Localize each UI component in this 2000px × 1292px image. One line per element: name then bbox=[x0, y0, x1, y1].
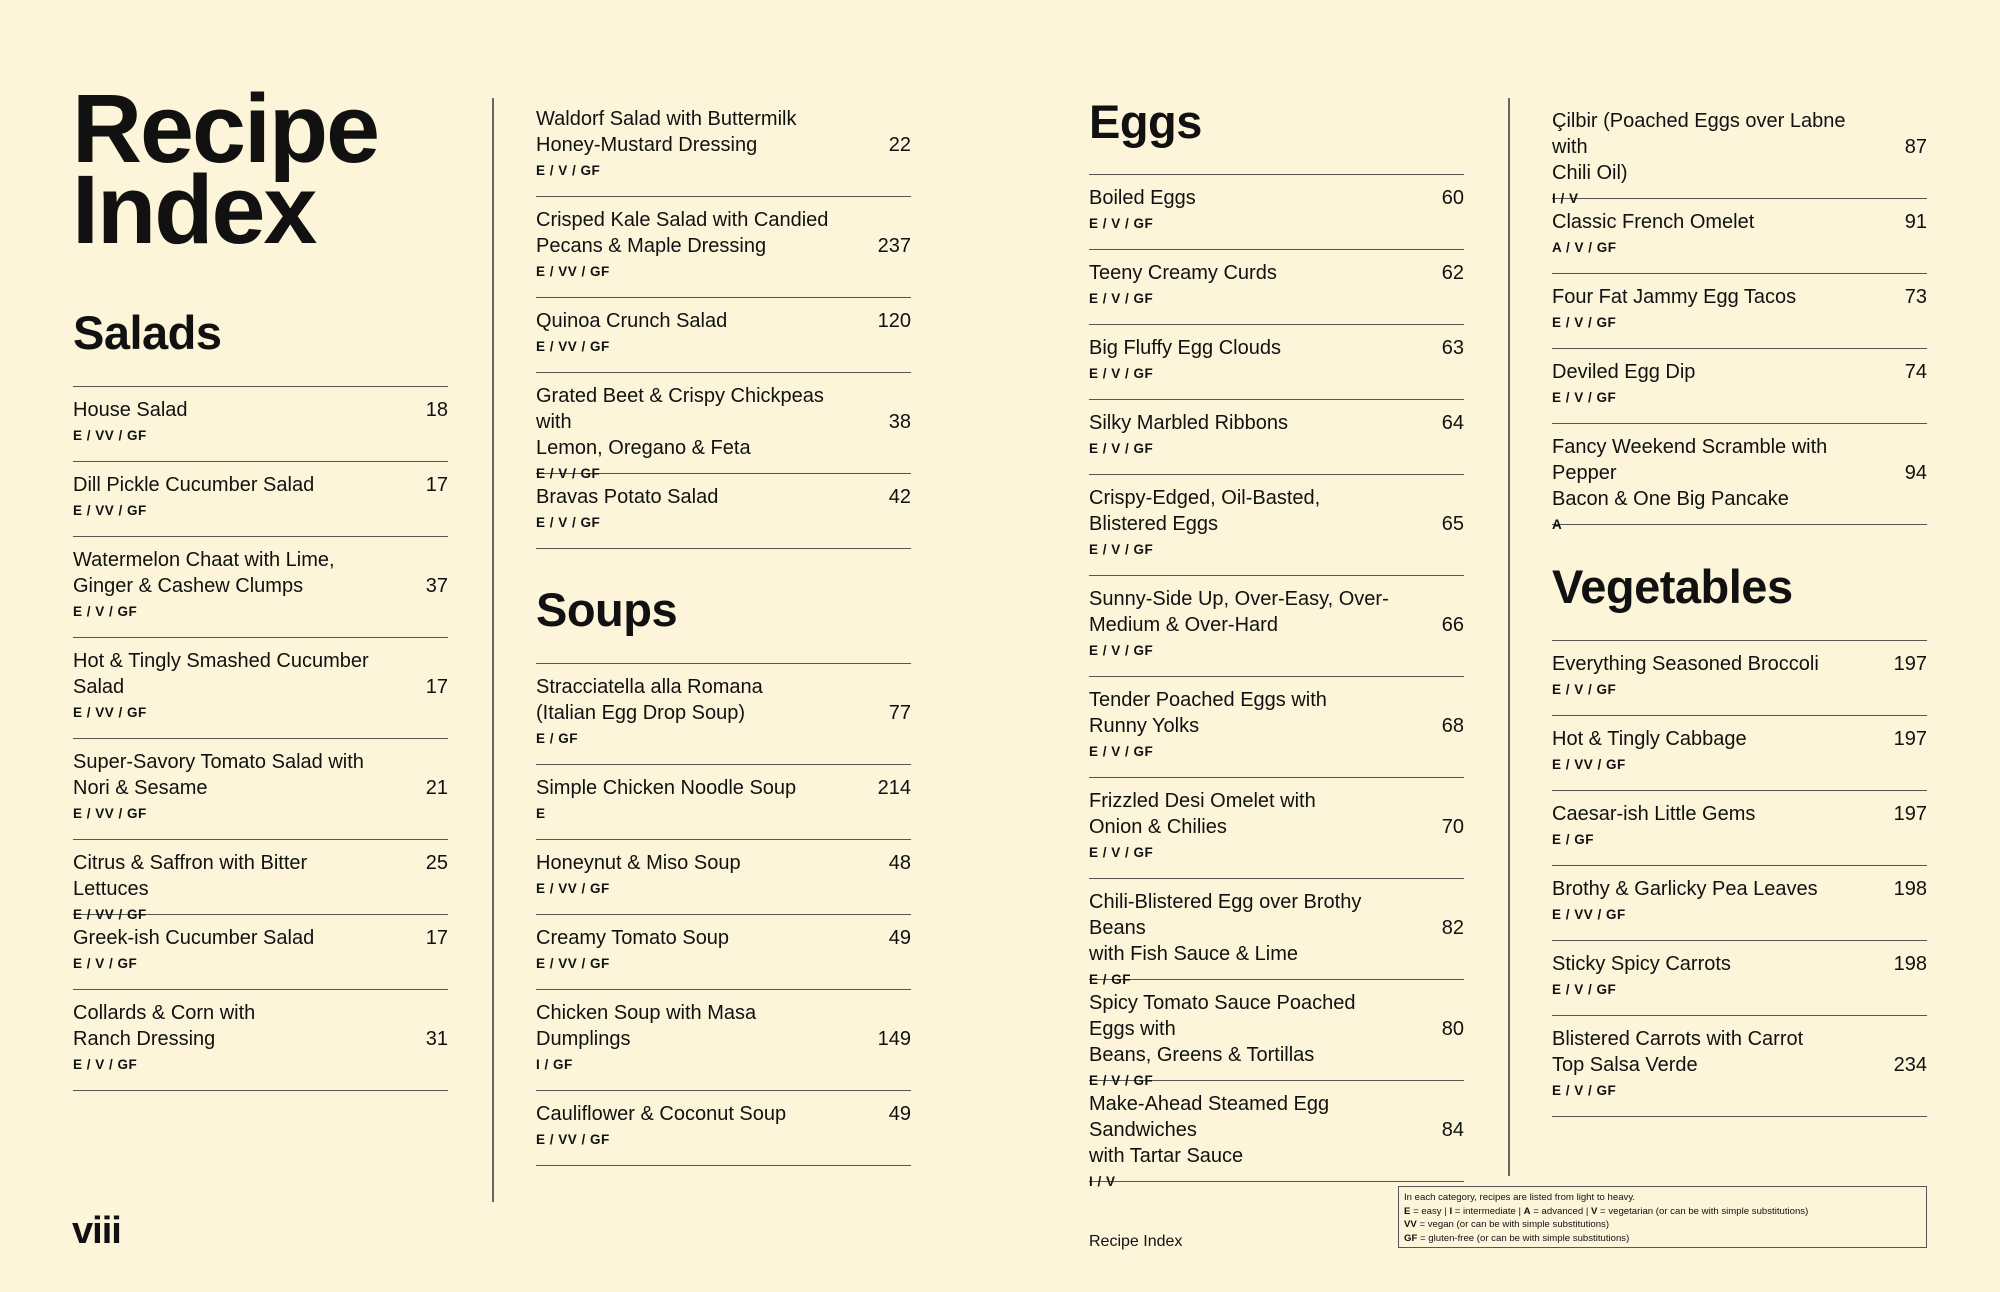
recipe-tags: E / VV / GF bbox=[536, 956, 610, 971]
recipe-page-number: 48 bbox=[888, 852, 911, 874]
recipe-tags: E bbox=[536, 806, 546, 821]
recipe-entry bbox=[1089, 325, 1464, 400]
recipe-name: Four Fat Jammy Egg Tacos bbox=[1552, 286, 1797, 308]
section-title-eggs: Eggs bbox=[1089, 95, 1202, 148]
recipe-tags: E / VV / GF bbox=[1552, 757, 1626, 772]
recipe-tags: E / GF bbox=[1089, 972, 1132, 987]
recipe-entry bbox=[73, 462, 448, 537]
recipe-entry bbox=[73, 990, 448, 1091]
recipe-name: Citrus & Saffron with Bitter Lettuces bbox=[73, 852, 308, 900]
recipe-name: Everything Seasoned Broccoli bbox=[1552, 653, 1819, 675]
recipe-name: Greek-ish Cucumber Salad bbox=[73, 927, 315, 949]
recipe-entry bbox=[1089, 576, 1464, 677]
recipe-page-number: 91 bbox=[1904, 211, 1927, 233]
recipe-name: Super-Savory Tomato Salad with Nori & Sesame bbox=[73, 751, 364, 799]
recipe-entry bbox=[1552, 199, 1927, 274]
recipe-page-number: 62 bbox=[1441, 262, 1464, 284]
recipe-entry bbox=[1089, 400, 1464, 475]
recipe-entry bbox=[73, 537, 448, 638]
recipe-tags: E / V / GF bbox=[1089, 542, 1154, 557]
recipe-page-number: 82 bbox=[1441, 917, 1464, 939]
title-line-1: Recipe bbox=[72, 74, 379, 183]
legend-box bbox=[1398, 1186, 1927, 1248]
recipe-page-number: 149 bbox=[877, 1028, 911, 1050]
recipe-name: Crisped Kale Salad with Candied Pecans & Maple Dressing bbox=[536, 209, 829, 257]
section-title-salads: Salads bbox=[73, 306, 222, 359]
recipe-name: Quinoa Crunch Salad bbox=[536, 310, 728, 332]
recipe-page-number: 120 bbox=[877, 310, 911, 332]
recipe-page-number: 63 bbox=[1441, 337, 1464, 359]
recipe-name: Classic French Omelet bbox=[1552, 211, 1755, 233]
recipe-page-number: 64 bbox=[1441, 412, 1464, 434]
recipe-tags: E / VV / GF bbox=[536, 1132, 610, 1147]
recipe-page-number: 22 bbox=[888, 134, 911, 156]
recipe-tags: I / V bbox=[1089, 1174, 1116, 1189]
recipe-name: Frizzled Desi Omelet with Onion & Chilies bbox=[1089, 790, 1316, 838]
recipe-name: Make-Ahead Steamed Egg Sandwiches with Tartar Sauce bbox=[1089, 1093, 1330, 1167]
recipe-tags: E / V / GF bbox=[1089, 845, 1154, 860]
recipe-page-number: 77 bbox=[888, 702, 911, 724]
recipe-name: Crispy-Edged, Oil-Basted, Blistered Eggs bbox=[1089, 487, 1321, 535]
recipe-name: Sunny-Side Up, Over-Easy, Over- Medium & Over-Hard bbox=[1089, 588, 1389, 636]
recipe-page-number: 65 bbox=[1441, 513, 1464, 535]
recipe-name: Stracciatella alla Romana (Italian Egg Drop Soup) bbox=[536, 676, 763, 724]
recipe-entry bbox=[73, 915, 448, 990]
salads-list bbox=[73, 386, 448, 1091]
recipe-page-number: 66 bbox=[1441, 614, 1464, 636]
recipe-name: Watermelon Chaat with Lime, Ginger & Cashew Clumps bbox=[73, 549, 335, 597]
page-number: viii bbox=[72, 1210, 121, 1252]
recipe-entry bbox=[536, 765, 911, 840]
recipe-tags: E / VV / GF bbox=[73, 806, 147, 821]
recipe-tags: E / V / GF bbox=[1089, 366, 1154, 381]
vegetables-list bbox=[1552, 640, 1927, 1117]
recipe-name: Waldorf Salad with Buttermilk Honey-Mustard Dressing bbox=[536, 108, 797, 156]
recipe-entry bbox=[1552, 1016, 1927, 1117]
recipe-tags: E / V / GF bbox=[1552, 390, 1617, 405]
recipe-page-number: 80 bbox=[1441, 1018, 1464, 1040]
recipe-tags: A bbox=[1552, 517, 1563, 532]
recipe-tags: E / V / GF bbox=[1552, 315, 1617, 330]
recipe-name: Hot & Tingly Smashed Cucumber Salad bbox=[73, 650, 369, 698]
recipe-entry bbox=[536, 298, 911, 373]
recipe-page-number: 94 bbox=[1904, 462, 1927, 484]
recipe-name: Çilbir (Poached Eggs over Labne with Chili Oil) bbox=[1552, 110, 1846, 184]
recipe-tags: E / V / GF bbox=[1089, 1073, 1154, 1088]
recipe-tags: E / VV / GF bbox=[1552, 907, 1626, 922]
salads-list-continued bbox=[536, 96, 911, 549]
recipe-tags: I / GF bbox=[536, 1057, 573, 1072]
recipe-tags: E / V / GF bbox=[1089, 744, 1154, 759]
recipe-tags: E / VV / GF bbox=[536, 264, 610, 279]
recipe-page-number: 21 bbox=[425, 777, 448, 799]
recipe-page-number: 60 bbox=[1441, 187, 1464, 209]
recipe-tags: E / V / GF bbox=[1089, 216, 1154, 231]
recipe-tags: E / VV / GF bbox=[536, 339, 610, 354]
recipe-page-number: 68 bbox=[1441, 715, 1464, 737]
recipe-page-number: 70 bbox=[1441, 816, 1464, 838]
recipe-tags: A / V / GF bbox=[1552, 240, 1617, 255]
column-4 bbox=[1552, 98, 1927, 1117]
recipe-tags: E / V / GF bbox=[1089, 441, 1154, 456]
recipe-tags: E / VV / GF bbox=[73, 907, 147, 922]
recipe-page-number: 49 bbox=[888, 1103, 911, 1125]
recipe-entry bbox=[1089, 475, 1464, 576]
recipe-page-number: 234 bbox=[1893, 1054, 1927, 1076]
recipe-page-number: 25 bbox=[425, 852, 448, 874]
recipe-name: Silky Marbled Ribbons bbox=[1089, 412, 1288, 434]
recipe-entry bbox=[1089, 980, 1464, 1088]
recipe-name: Simple Chicken Noodle Soup bbox=[536, 777, 797, 799]
recipe-tags: E / VV / GF bbox=[73, 503, 147, 518]
recipe-name: Blistered Carrots with Carrot Top Salsa Verde bbox=[1552, 1028, 1804, 1076]
recipe-name: Brothy & Garlicky Pea Leaves bbox=[1552, 878, 1818, 900]
column-3 bbox=[1089, 94, 1464, 1189]
recipe-tags: E / V / GF bbox=[73, 1057, 138, 1072]
recipe-entry bbox=[1552, 349, 1927, 424]
recipe-entry bbox=[73, 739, 448, 840]
recipe-tags: E / VV / GF bbox=[73, 428, 147, 443]
recipe-entry bbox=[1552, 641, 1927, 716]
recipe-name: Chicken Soup with Masa Dumplings bbox=[536, 1002, 757, 1050]
recipe-tags: E / V / GF bbox=[1089, 291, 1154, 306]
section-title-soups: Soups bbox=[536, 583, 678, 636]
recipe-tags: E / V / GF bbox=[1552, 982, 1617, 997]
recipe-page-number: 84 bbox=[1441, 1119, 1464, 1141]
recipe-entry bbox=[536, 990, 911, 1091]
recipe-entry bbox=[1089, 677, 1464, 778]
recipe-name: Cauliflower & Coconut Soup bbox=[536, 1103, 787, 1125]
recipe-tags: E / V / GF bbox=[1089, 643, 1154, 658]
soups-list bbox=[536, 663, 911, 1166]
recipe-page-number: 237 bbox=[877, 235, 911, 257]
recipe-entry bbox=[536, 96, 911, 197]
recipe-page-number: 74 bbox=[1904, 361, 1927, 383]
recipe-name: Tender Poached Eggs with Runny Yolks bbox=[1089, 689, 1327, 737]
recipe-name: Dill Pickle Cucumber Salad bbox=[73, 474, 315, 496]
legend-intro: In each category, recipes are listed from light to heavy. bbox=[1404, 1192, 1636, 1203]
recipe-page-number: 198 bbox=[1893, 878, 1927, 900]
recipe-name: Sticky Spicy Carrots bbox=[1552, 953, 1731, 975]
recipe-name: Chili-Blistered Egg over Brothy Beans with Fish Sauce & Lime bbox=[1089, 891, 1362, 965]
recipe-name: Honeynut & Miso Soup bbox=[536, 852, 741, 874]
recipe-name: Caesar-ish Little Gems bbox=[1552, 803, 1756, 825]
recipe-page-number: 31 bbox=[425, 1028, 448, 1050]
recipe-name: Hot & Tingly Cabbage bbox=[1552, 728, 1747, 750]
recipe-entry bbox=[1089, 175, 1464, 250]
recipe-entry bbox=[1089, 778, 1464, 879]
column-divider-right bbox=[1508, 98, 1510, 1176]
recipe-page-number: 17 bbox=[425, 474, 448, 496]
recipe-entry bbox=[1089, 250, 1464, 325]
column-divider-left bbox=[492, 98, 494, 1202]
recipe-entry bbox=[1089, 879, 1464, 987]
recipe-entry bbox=[1552, 941, 1927, 1016]
recipe-name: Grated Beet & Crispy Chickpeas with Lemon, Oregano & Feta bbox=[536, 385, 824, 459]
recipe-page-number: 197 bbox=[1893, 728, 1927, 750]
recipe-page-number: 87 bbox=[1904, 136, 1927, 158]
recipe-tags: E / V / GF bbox=[1552, 682, 1617, 697]
eggs-list bbox=[1089, 174, 1464, 1189]
recipe-tags: E / VV / GF bbox=[536, 881, 610, 896]
recipe-name: Teeny Creamy Curds bbox=[1089, 262, 1277, 284]
recipe-name: Deviled Egg Dip bbox=[1552, 361, 1696, 383]
recipe-page-number: 49 bbox=[888, 927, 911, 949]
recipe-page-number: 214 bbox=[877, 777, 911, 799]
recipe-entry bbox=[536, 197, 911, 298]
recipe-tags: E / V / GF bbox=[73, 956, 138, 971]
recipe-entry bbox=[73, 387, 448, 462]
recipe-entry bbox=[536, 840, 911, 915]
recipe-tags: E / V / GF bbox=[1552, 1083, 1617, 1098]
recipe-tags: E / V / GF bbox=[536, 163, 601, 178]
column-1 bbox=[73, 305, 448, 1091]
recipe-page-number: 18 bbox=[425, 399, 448, 421]
recipe-entry bbox=[536, 474, 911, 549]
recipe-page-number: 17 bbox=[425, 676, 448, 698]
recipe-page-number: 17 bbox=[425, 927, 448, 949]
recipe-entry bbox=[73, 840, 448, 922]
recipe-page-number: 197 bbox=[1893, 803, 1927, 825]
recipe-entry bbox=[1552, 98, 1927, 206]
recipe-name: Boiled Eggs bbox=[1089, 187, 1196, 209]
recipe-name: Creamy Tomato Soup bbox=[536, 927, 730, 949]
recipe-entry bbox=[1552, 274, 1927, 349]
column-2 bbox=[536, 96, 911, 1166]
recipe-entry bbox=[536, 664, 911, 765]
page-title bbox=[72, 74, 379, 264]
footer-label: Recipe Index bbox=[1089, 1233, 1183, 1250]
recipe-name: House Salad bbox=[73, 399, 188, 421]
legend-line-1: E = easy | I = intermediate | A = advanced | V = vegetarian (or can be with simple substitutions) bbox=[1404, 1205, 1809, 1217]
recipe-tags: E / V / GF bbox=[536, 466, 601, 481]
legend-line-3: GF = gluten-free (or can be with simple substitutions) bbox=[1404, 1232, 1630, 1244]
recipe-page-number: 197 bbox=[1893, 653, 1927, 675]
legend-line-2: VV = vegan (or can be with simple substitutions) bbox=[1404, 1219, 1610, 1231]
recipe-entry bbox=[73, 638, 448, 739]
recipe-name: Big Fluffy Egg Clouds bbox=[1089, 337, 1281, 359]
recipe-page-number: 37 bbox=[425, 575, 448, 597]
recipe-entry bbox=[1552, 866, 1927, 941]
recipe-entry bbox=[536, 915, 911, 990]
recipe-name: Fancy Weekend Scramble with Pepper Bacon & One Big Pancake bbox=[1552, 436, 1828, 510]
recipe-name: Collards & Corn with Ranch Dressing bbox=[73, 1002, 256, 1050]
recipe-entry bbox=[1552, 791, 1927, 866]
recipe-page-number: 198 bbox=[1893, 953, 1927, 975]
recipe-entry bbox=[1552, 716, 1927, 791]
recipe-entry bbox=[1089, 1081, 1464, 1189]
recipe-tags: E / V / GF bbox=[73, 604, 138, 619]
recipe-tags: E / GF bbox=[1552, 832, 1595, 847]
recipe-name: Bravas Potato Salad bbox=[536, 486, 719, 508]
recipe-page-number: 42 bbox=[888, 486, 911, 508]
recipe-tags: E / V / GF bbox=[536, 515, 601, 530]
title-line-2: Index bbox=[72, 155, 316, 264]
recipe-page-number: 73 bbox=[1904, 286, 1927, 308]
eggs-list-continued bbox=[1552, 98, 1927, 532]
recipe-entry bbox=[536, 373, 911, 481]
section-title-vegetables: Vegetables bbox=[1552, 560, 1793, 613]
recipe-entry bbox=[536, 1091, 911, 1166]
recipe-entry bbox=[1552, 424, 1927, 532]
recipe-tags: E / VV / GF bbox=[73, 705, 147, 720]
recipe-page-number: 38 bbox=[888, 411, 911, 433]
recipe-tags: I / V bbox=[1552, 191, 1579, 206]
recipe-name: Spicy Tomato Sauce Poached Eggs with Beans, Greens & Tortillas bbox=[1089, 992, 1356, 1066]
recipe-tags: E / GF bbox=[536, 731, 579, 746]
